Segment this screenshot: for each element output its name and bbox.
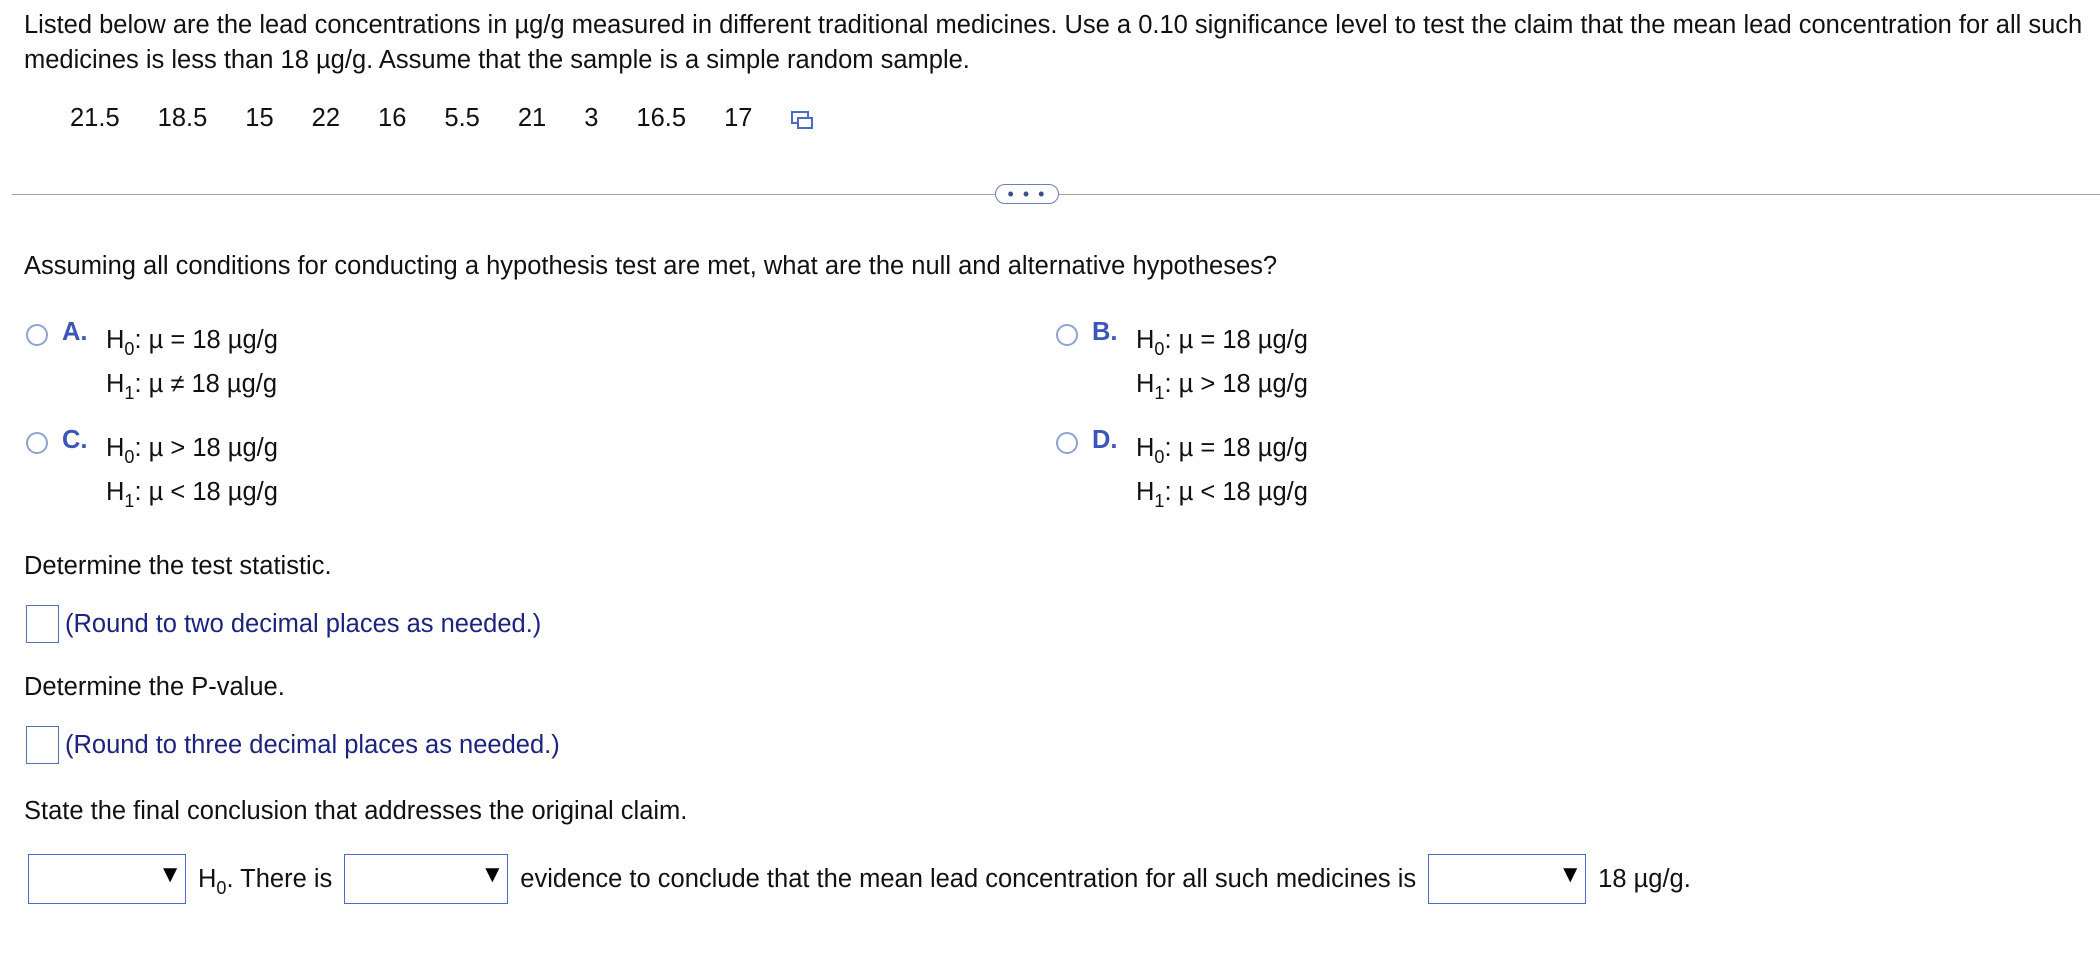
data-value: 18.5 [157,104,208,132]
option-c[interactable] [26,426,278,514]
p-value-prompt: Determine the P-value. [24,673,285,701]
data-value: 15 [245,104,274,132]
conclusion-middle-text: evidence to conclude that the mean lead concentration for all such medicines is [520,864,1417,893]
null-hypothesis: $H_0$: µ > 18 µg/g [106,434,278,467]
alternative-hypothesis: $H_1$: µ < 18 µg/g [1136,478,1308,511]
option-a[interactable] [26,318,278,406]
chevron-down-icon: ▼ [480,861,505,888]
radio-button-c[interactable] [26,432,48,454]
data-value: 21 [517,104,547,132]
evidence-dropdown[interactable] [344,854,508,904]
option-b-hypotheses [1136,318,1308,406]
option-letter: B. [1092,318,1118,346]
option-c-hypotheses [106,426,278,514]
test-statistic-input[interactable] [26,605,59,643]
p-value-row [26,726,560,764]
option-b[interactable] [1056,318,1308,406]
hypotheses-question: Assuming all conditions for conducting a hypothesis test are met, what are the null and alternative hypotheses? [24,252,1278,280]
null-hypothesis: $H_0$: µ = 18 µg/g [1136,326,1308,359]
option-d-hypotheses [1136,426,1308,514]
data-value: 21.5 [70,104,120,132]
data-value: 16 [378,104,407,132]
comparison-dropdown[interactable] [1428,854,1586,904]
data-values [70,104,814,133]
data-value: 22 [311,104,341,132]
chevron-down-icon: ▼ [158,861,182,888]
radio-button-d[interactable] [1056,432,1078,454]
test-statistic-hint: (Round to two decimal places as needed.) [65,609,542,638]
chevron-down-icon: ▼ [1558,861,1583,888]
option-a-hypotheses [106,318,278,406]
conclusion-prompt: State the final conclusion that addresses the original claim. [24,797,688,825]
option-letter: A. [62,318,88,346]
conclusion-end-text: 18 µg/g. [1598,864,1691,893]
data-value: 5.5 [444,104,480,132]
null-hypothesis: $H_0$: µ = 18 µg/g [106,326,278,359]
problem-statement: Listed below are the lead concentrations in µg/g measured in different traditional medicines. Use a 0.10 significance level to test the claim that the mean lead concentration for all such medicines is less than 18 µg/g. Assume that the sample is a simple random sample. [24,11,2083,74]
expand-more-button[interactable]: • • • [995,184,1059,204]
alternative-hypothesis: $H_1$: µ ≠ 18 µg/g [106,370,278,403]
p-value-hint: (Round to three decimal places as needed.) [65,730,560,759]
option-d[interactable] [1056,426,1308,514]
alternative-hypothesis: $H_1$: µ > 18 µg/g [1136,370,1308,403]
null-hypothesis: $H_0$: µ = 18 µg/g [1136,434,1308,467]
copy-data-icon[interactable] [790,107,814,131]
data-value: 17 [724,104,753,132]
h0-text: $H_0$. There is [198,864,333,898]
p-value-input[interactable] [26,726,59,764]
alternative-hypothesis: $H_1$: µ < 18 µg/g [106,478,278,511]
radio-button-b[interactable] [1056,324,1078,346]
option-letter: C. [62,426,88,454]
data-value: 16.5 [636,104,687,132]
reject-decision-dropdown[interactable] [28,854,186,904]
conclusion-row [28,854,1691,904]
radio-button-a[interactable] [26,324,48,346]
data-value: 3 [584,104,599,132]
option-letter: D. [1092,426,1118,454]
test-statistic-row [26,605,541,643]
test-statistic-prompt: Determine the test statistic. [24,552,332,580]
